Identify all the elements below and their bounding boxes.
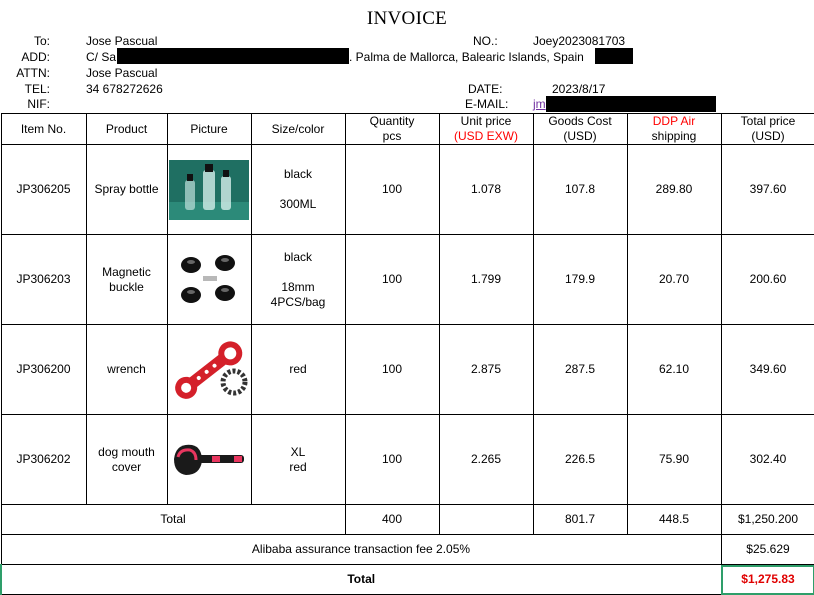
column-header-quantity	[345, 114, 439, 145]
size-color-line: 18mm	[281, 279, 315, 294]
address-value-start: C/ Sa	[86, 50, 117, 64]
totals-row	[1, 505, 814, 535]
invoice-title: INVOICE	[366, 8, 448, 29]
column-header-unit-price-line2: (USD EXW)	[454, 129, 518, 143]
table-row	[1, 235, 814, 325]
redaction-box	[595, 48, 633, 64]
unit-price-cell: 2.875	[439, 325, 533, 415]
total-price-cell: 397.60	[721, 145, 814, 235]
size-color-line: black	[283, 249, 312, 264]
total-price-cell: 200.60	[721, 235, 814, 325]
redaction-box	[117, 48, 349, 64]
shipping-cell: 289.80	[627, 145, 721, 235]
to-value: Jose Pascual	[86, 34, 158, 48]
column-header-unit-price	[439, 114, 533, 145]
shipping-cell: 20.70	[627, 235, 721, 325]
picture-cell	[167, 325, 251, 415]
totals-label: Total	[1, 505, 345, 535]
column-header-size-color: Size/color	[251, 114, 345, 145]
column-header-picture: Picture	[167, 114, 251, 145]
size-color-cell	[251, 235, 345, 325]
goods-cost-cell: 287.5	[533, 325, 627, 415]
invoice-table	[0, 113, 814, 595]
item-no-cell: JP306202	[1, 415, 86, 505]
size-color-line: red	[289, 459, 307, 474]
spray-bottle-photo	[169, 160, 249, 220]
column-header-total-price-line1: Total price	[740, 114, 796, 128]
shipping-cell: 62.10	[627, 325, 721, 415]
unit-price-cell: 1.799	[439, 235, 533, 325]
grand-total-value: $1,275.83	[721, 565, 814, 595]
picture-cell	[167, 145, 251, 235]
totals-shipping: 448.5	[627, 505, 721, 535]
fee-row	[1, 535, 814, 565]
size-color-line: 4PCS/bag	[270, 294, 326, 309]
address-label: ADD:	[21, 50, 50, 64]
item-no-cell: JP306200	[1, 325, 86, 415]
size-color-line: 300ML	[279, 197, 317, 211]
invoice-number-label: NO.:	[473, 34, 498, 48]
total-price-cell: 349.60	[721, 325, 814, 415]
wrench-photo	[168, 328, 250, 412]
attn-label: ATTN:	[16, 66, 50, 80]
picture-cell	[167, 235, 251, 325]
date-value: 2023/8/17	[552, 82, 606, 96]
unit-price-cell: 2.265	[439, 415, 533, 505]
column-header-quantity-line1: Quantity	[369, 114, 415, 128]
column-header-goods-cost	[533, 114, 627, 145]
tel-value: 34 678272626	[86, 82, 163, 96]
grand-total-label: Total	[1, 565, 721, 595]
attn-value: Jose Pascual	[86, 66, 158, 80]
spacer	[254, 265, 343, 280]
totals-total-price: $1,250.200	[721, 505, 814, 535]
table-row	[1, 415, 814, 505]
column-header-total-price	[721, 114, 814, 145]
totals-goods-cost: 801.7	[533, 505, 627, 535]
product-cell: Magnetic buckle	[86, 235, 167, 325]
email-link[interactable]: jm	[533, 97, 546, 111]
column-header-product: Product	[86, 114, 167, 145]
shipping-cell: 75.90	[627, 415, 721, 505]
fee-label: Alibaba assurance transaction fee 2.05%	[1, 535, 721, 565]
to-label: To:	[33, 34, 50, 48]
quantity-cell: 100	[345, 415, 439, 505]
unit-price-cell: 1.078	[439, 145, 533, 235]
column-header-ddp-shipping	[627, 114, 721, 145]
table-header-row	[1, 114, 814, 145]
column-header-ddp-line2: shipping	[651, 129, 697, 143]
dog-mouth-cover-photo	[168, 435, 250, 485]
product-cell: Spray bottle	[86, 145, 167, 235]
invoice-number-value: Joey2023081703	[533, 34, 626, 48]
size-color-cell: red	[251, 325, 345, 415]
goods-cost-cell: 179.9	[533, 235, 627, 325]
address-value-end: . Palma de Mallorca, Balearic Islands, Spain	[349, 50, 584, 64]
column-header-unit-price-line1: Unit price	[460, 114, 512, 128]
product-cell: wrench	[86, 325, 167, 415]
goods-cost-cell: 107.8	[533, 145, 627, 235]
fee-value: $25.629	[721, 535, 814, 565]
date-label: DATE:	[468, 82, 503, 96]
size-color-cell	[251, 145, 345, 235]
nif-label: NIF:	[27, 97, 50, 111]
column-header-goods-cost-line1: Goods Cost	[548, 114, 612, 128]
item-no-cell: JP306203	[1, 235, 86, 325]
totals-quantity: 400	[345, 505, 439, 535]
item-no-cell: JP306205	[1, 145, 86, 235]
magnetic-buckle-photo	[169, 245, 249, 315]
table-row	[1, 325, 814, 415]
column-header-quantity-line2: pcs	[382, 129, 402, 143]
product-cell: dog mouth cover	[86, 415, 167, 505]
email-label: E-MAIL:	[465, 97, 509, 111]
column-header-ddp-line1: DDP Air	[652, 114, 696, 128]
grand-total-row	[1, 565, 814, 595]
column-header-goods-cost-line2: (USD)	[563, 129, 597, 143]
total-price-cell: 302.40	[721, 415, 814, 505]
size-color-cell	[251, 415, 345, 505]
column-header-item-no: Item No.	[1, 114, 86, 145]
goods-cost-cell: 226.5	[533, 415, 627, 505]
redaction-box	[546, 96, 716, 112]
size-color-line: XL	[290, 444, 306, 459]
quantity-cell: 100	[345, 325, 439, 415]
quantity-cell: 100	[345, 235, 439, 325]
size-color-line: black	[283, 167, 312, 181]
totals-unit-price-empty	[439, 505, 533, 535]
table-row	[1, 145, 814, 235]
column-header-total-price-line2: (USD)	[751, 129, 785, 143]
quantity-cell: 100	[345, 145, 439, 235]
tel-label: TEL:	[24, 82, 50, 96]
picture-cell	[167, 415, 251, 505]
spacer	[254, 182, 343, 197]
